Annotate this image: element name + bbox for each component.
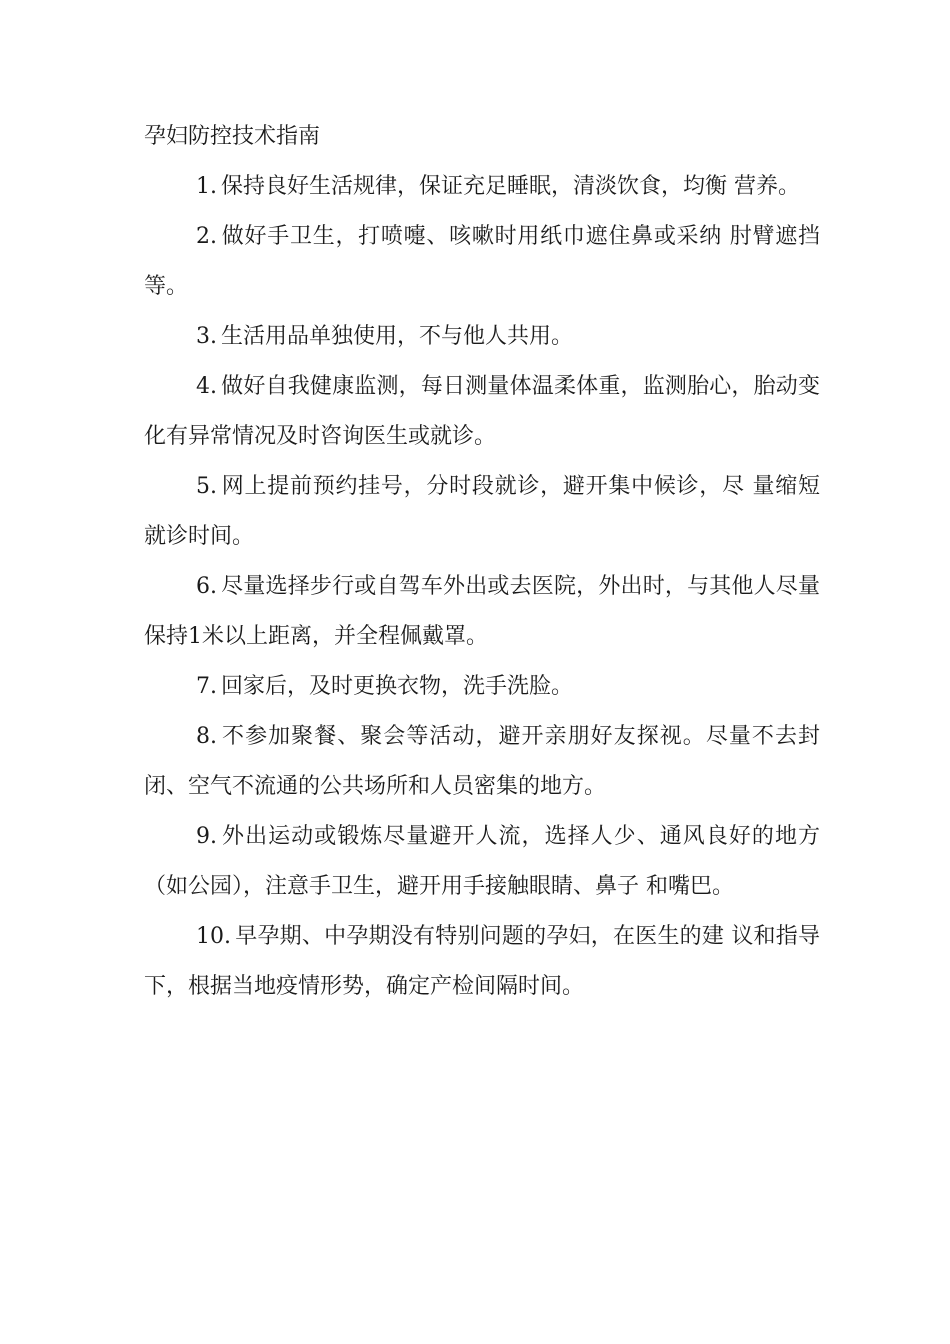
guideline-item-3: [144, 312, 820, 362]
item-text: 回家后，及时更换衣物，洗手洗脸。: [221, 674, 574, 699]
item-text: 外出运动或锻炼尽量避开人流，选择人少、通风良好的地方（如公园），注意手卫生，避开用手接触眼睛、鼻子 和嘴巴。: [144, 824, 820, 899]
item-text: 生活用品单独使用，不与他人共用。: [221, 324, 574, 349]
item-number: 5.: [196, 474, 217, 499]
guideline-item-10: [144, 912, 820, 1012]
guideline-item-4: [144, 362, 820, 462]
item-text: 做好手卫生，打喷嚏、咳嗽时用纸巾遮住鼻或采纳 肘臂遮挡等。: [144, 224, 820, 299]
item-number: 9.: [196, 824, 217, 849]
item-number: 3.: [196, 324, 217, 349]
guideline-item-1: [144, 162, 820, 212]
item-number: 7.: [196, 674, 217, 699]
guideline-item-5: [144, 462, 820, 562]
item-number: 8.: [196, 724, 217, 749]
item-number: 1.: [196, 174, 217, 199]
guideline-item-2: [144, 212, 820, 312]
guideline-item-6: [144, 562, 820, 662]
item-text: 尽量选择步行或自驾车外出或去医院，外出时，与其他人尽量保持1米以上距离，并全程佩戴罩。: [144, 574, 820, 649]
guideline-item-7: [144, 662, 820, 712]
document-body: [144, 112, 820, 1012]
document-title: 孕妇防控技术指南: [144, 124, 321, 149]
item-text: 早孕期、中孕期没有特别问题的孕妇，在医生的建 议和指导下，根据当地疫情形势，确定产检间隔时间。: [144, 924, 820, 999]
item-text: 保持良好生活规律，保证充足睡眠，清淡饮食，均衡 营养。: [221, 174, 800, 199]
item-number: 2.: [196, 224, 217, 249]
guideline-item-9: [144, 812, 820, 912]
item-number: 4.: [196, 374, 217, 399]
guideline-item-8: [144, 712, 820, 812]
item-number: 10.: [196, 924, 231, 949]
item-text: 网上提前预约挂号，分时段就诊，避开集中候诊，尽 量缩短就诊时间。: [144, 474, 820, 549]
item-text: 不参加聚餐、聚会等活动，避开亲朋好友探视。尽量不去封闭、空气不流通的公共场所和人员密集的地方。: [144, 724, 820, 799]
item-text: 做好自我健康监测，每日测量体温柔体重，监测胎心，胎动变化有异常情况及时咨询医生或就诊。: [144, 374, 820, 449]
item-number: 6.: [196, 574, 217, 599]
